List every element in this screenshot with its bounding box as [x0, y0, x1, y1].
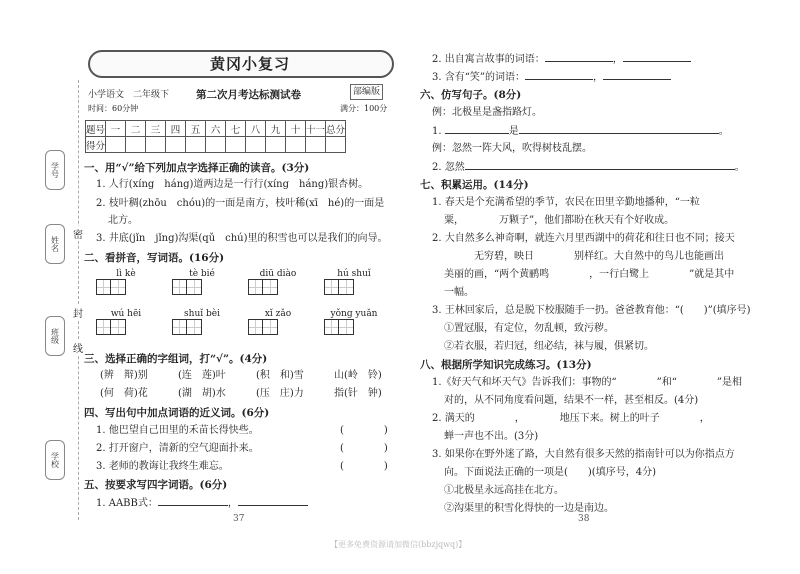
- s4-line2: 2. 打开窗户，清新的空气迎面扑来。: [96, 443, 259, 454]
- word-choice[interactable]: 山(岭 铃): [334, 370, 382, 381]
- pinyin-item: [172, 269, 232, 295]
- pinyin-item: [248, 309, 308, 335]
- writing-cell[interactable]: [339, 279, 354, 295]
- word-choice[interactable]: (压 庄)力: [256, 388, 304, 399]
- footer-watermark: 【更多免费资源请加微信(bbzjqwq)】: [330, 540, 467, 549]
- class-box: 班级: [45, 316, 65, 356]
- word-choice[interactable]: 指(针 钟): [334, 388, 382, 399]
- s6-ex2: 例：忽然一阵大风，吹得树枝乱摆。: [432, 143, 592, 154]
- score-col-head: 总分: [326, 121, 346, 137]
- writing-cell[interactable]: [111, 319, 126, 335]
- s7-l2b: 无穷碧，映日 别样红。大自然中的鸟儿也能画出: [444, 251, 724, 262]
- s1-line2: 2. 枝叶稠(zhōu chóu)的一面是南方，枝叶稀(xī hé)的一面是: [96, 198, 385, 209]
- time-label: 时间：60分钟: [88, 104, 139, 113]
- score-cell[interactable]: [186, 137, 206, 153]
- s6-title: 六、仿写句子。(8分): [420, 89, 522, 101]
- score-label: 满分：100分: [340, 104, 388, 113]
- score-col-head: 七: [226, 121, 246, 137]
- score-col-head: 十一: [306, 121, 326, 137]
- pinyin-label: shuǐ bèi: [184, 309, 220, 319]
- pinyin-item: [96, 269, 156, 295]
- writing-cell[interactable]: [324, 279, 339, 295]
- pinyin-item: [324, 309, 384, 335]
- writing-cell[interactable]: [96, 279, 111, 295]
- writing-cell[interactable]: [172, 319, 187, 335]
- s5-line1: 1. AABB式： ，: [96, 496, 308, 511]
- s4-paren1[interactable]: ( ): [340, 425, 388, 436]
- score-cell[interactable]: [126, 137, 146, 153]
- writing-cell[interactable]: [172, 279, 187, 295]
- pinyin-item: [324, 269, 384, 295]
- score-col-head: 八: [246, 121, 266, 137]
- score-table: [85, 120, 346, 153]
- score-cell[interactable]: [166, 137, 186, 153]
- s7-l2: 2. 大自然多么神奇啊，就连六月里西湖中的荷花和往日也不同；接天: [432, 233, 735, 244]
- s7-l2c: 美丽的画，“两个黄鹂鸣 ，一行白鹭上 ”就是其中: [444, 269, 735, 280]
- s6-ex1: 例：北极星是盏指路灯。: [432, 107, 542, 118]
- pinyin-label: xǐ zǎo: [264, 309, 292, 319]
- score-cell[interactable]: [106, 137, 126, 153]
- s4-title: 四、写出句中加点词语的近义词。(6分): [84, 407, 270, 419]
- s1-line3: 3. 井底(jǐn jǐng)沟渠(qǔ chú)里的积雪也可以是我们的向导。: [96, 233, 388, 244]
- writing-cell[interactable]: [263, 319, 278, 335]
- s2-title: 二、看拼音，写词语。(16分): [84, 252, 225, 264]
- s8-l3: 3. 如果你在野外迷了路，大自然有很多天然的指南针可以为你指点方: [432, 449, 735, 460]
- score-cell[interactable]: [246, 137, 266, 153]
- score-col-head: 六: [206, 121, 226, 137]
- score-col-head: 二: [126, 121, 146, 137]
- pinyin-label: wú hēi: [110, 309, 142, 319]
- score-cell[interactable]: [286, 137, 306, 153]
- s4-paren2[interactable]: ( ): [340, 443, 388, 454]
- pinyin-label: diū diào: [259, 269, 297, 279]
- score-cell[interactable]: [206, 137, 226, 153]
- score-row-label: 得分: [86, 137, 106, 153]
- s4-line3: 3. 老师的教诲让我终生难忘。: [96, 461, 229, 472]
- s7-l3b: ②若衣服，若归冠，纽必结，袜与履，俱紧切。: [444, 341, 654, 352]
- s5-line3: 3. 含有“笑”的词语： ，: [432, 70, 671, 85]
- s8-l2b: 蝉一声也不出。(3分): [444, 431, 539, 442]
- exam-title: 第二次月考达标测试卷: [196, 89, 301, 101]
- pinyin-label: hú shuǐ: [337, 269, 371, 279]
- word-choice[interactable]: (积 和)雪: [256, 370, 304, 381]
- score-col-head: 四: [166, 121, 186, 137]
- s4-line1: 1. 他巴望自己田里的禾苗长得快些。: [96, 425, 259, 436]
- pinyin-label: yǒng yuǎn: [330, 309, 378, 319]
- s7-l1b: 粟， 万颗子”，他们都盼在秋天有个好收成。: [444, 215, 675, 226]
- pinyin-item: [248, 269, 308, 295]
- edition-badge: 部编版: [350, 84, 383, 100]
- s3-title: 三、选择正确的字组词，打“√”。(4分): [84, 353, 268, 365]
- s8-l2: 2. 满天的 ， 地压下来。树上的叶子 ，: [432, 413, 710, 424]
- school-box: 学校: [45, 440, 65, 480]
- pinyin-item: [172, 309, 232, 335]
- s7-l2d: 一幅。: [444, 287, 474, 298]
- score-cell[interactable]: [306, 137, 326, 153]
- writing-cell[interactable]: [248, 319, 263, 335]
- s6-q1: 1. 是 。: [432, 126, 729, 137]
- score-cell[interactable]: [326, 137, 346, 153]
- writing-cell[interactable]: [187, 279, 202, 295]
- seal-line: [78, 80, 79, 520]
- writing-cell[interactable]: [339, 319, 354, 335]
- page-num-right: 38: [578, 514, 590, 524]
- student-no-box: 学号: [45, 150, 65, 190]
- score-cell[interactable]: [226, 137, 246, 153]
- score-col-head: 题号: [86, 121, 106, 137]
- score-cell[interactable]: [146, 137, 166, 153]
- s7-title: 七、积累运用。(14分): [420, 179, 529, 191]
- s7-l3: 3. 王林回家后，总是脱下校服随手一扔。爸爸教育他：“( )”(填序号): [432, 305, 751, 316]
- s1-line2b: 北方。: [108, 215, 138, 226]
- s5-title: 五、按要求写四字词语。(6分): [84, 479, 228, 491]
- pinyin-label: tè bié: [189, 269, 215, 279]
- s4-paren3[interactable]: ( ): [340, 461, 388, 472]
- score-col-head: 五: [186, 121, 206, 137]
- s1-title: 一、用“√”给下列加点字选择正确的读音。(3分): [84, 162, 310, 174]
- writing-cell[interactable]: [111, 279, 126, 295]
- word-choice[interactable]: (连 莲)叶: [178, 370, 226, 381]
- s8-title: 八、根据所学知识完成练习。(13分): [420, 359, 592, 371]
- word-choice[interactable]: (湖 胡)水: [178, 388, 226, 399]
- xian-char: 线: [73, 340, 83, 355]
- writing-cell[interactable]: [248, 279, 263, 295]
- s8-l3c: ①北极星永远高挂在北方。: [444, 485, 564, 496]
- score-col-head: 三: [146, 121, 166, 137]
- brand-title: 黄冈小复习: [210, 55, 291, 73]
- page-num-left: 37: [233, 514, 245, 524]
- s8-l1b: 对的，从不同角度看问题，结果不一样，甚至相反。(4分): [444, 395, 699, 406]
- s8-l3b: 向。下面说法正确的一项是( )(填序号，4分): [444, 467, 656, 478]
- score-col-head: 九: [266, 121, 286, 137]
- s5-line2: 2. 出自寓言故事的词语： ，: [432, 52, 691, 67]
- s6-q2: 2. 忽然 。: [432, 162, 745, 173]
- name-box: 姓名: [45, 224, 65, 264]
- pinyin-grid: [96, 269, 396, 349]
- s8-l3d: ②沟渠里的积雪化得快的一边是南边。: [444, 503, 614, 514]
- feng-char: 封: [73, 305, 83, 320]
- s1-line1: 1. 人行(xíng háng)道两边是一行行(xíng háng)银杏树。: [96, 179, 369, 190]
- writing-cell[interactable]: [187, 319, 202, 335]
- s7-l3a: ①置冠服，有定位，勿乱顿，致污秽。: [444, 323, 614, 334]
- score-col-head: 十: [286, 121, 306, 137]
- subject: 小学语文 二年级下: [88, 90, 170, 100]
- writing-cell[interactable]: [263, 279, 278, 295]
- word-choice[interactable]: (何 荷)花: [100, 388, 148, 399]
- pinyin-label: lì kè: [116, 269, 136, 279]
- s7-l1: 1. 春天是个充满希望的季节，农民在田里辛勤地播种，“一粒: [432, 197, 700, 208]
- pinyin-item: [96, 309, 156, 335]
- writing-cell[interactable]: [96, 319, 111, 335]
- word-choice[interactable]: (辨 辩)别: [100, 370, 148, 381]
- mi-char: 密: [73, 226, 83, 241]
- score-col-head: 一: [106, 121, 126, 137]
- s8-l1: 1.《好天气和坏天气》告诉我们：事物的“ ”和“ ”是相: [432, 377, 742, 388]
- score-cell[interactable]: [266, 137, 286, 153]
- writing-cell[interactable]: [324, 319, 339, 335]
